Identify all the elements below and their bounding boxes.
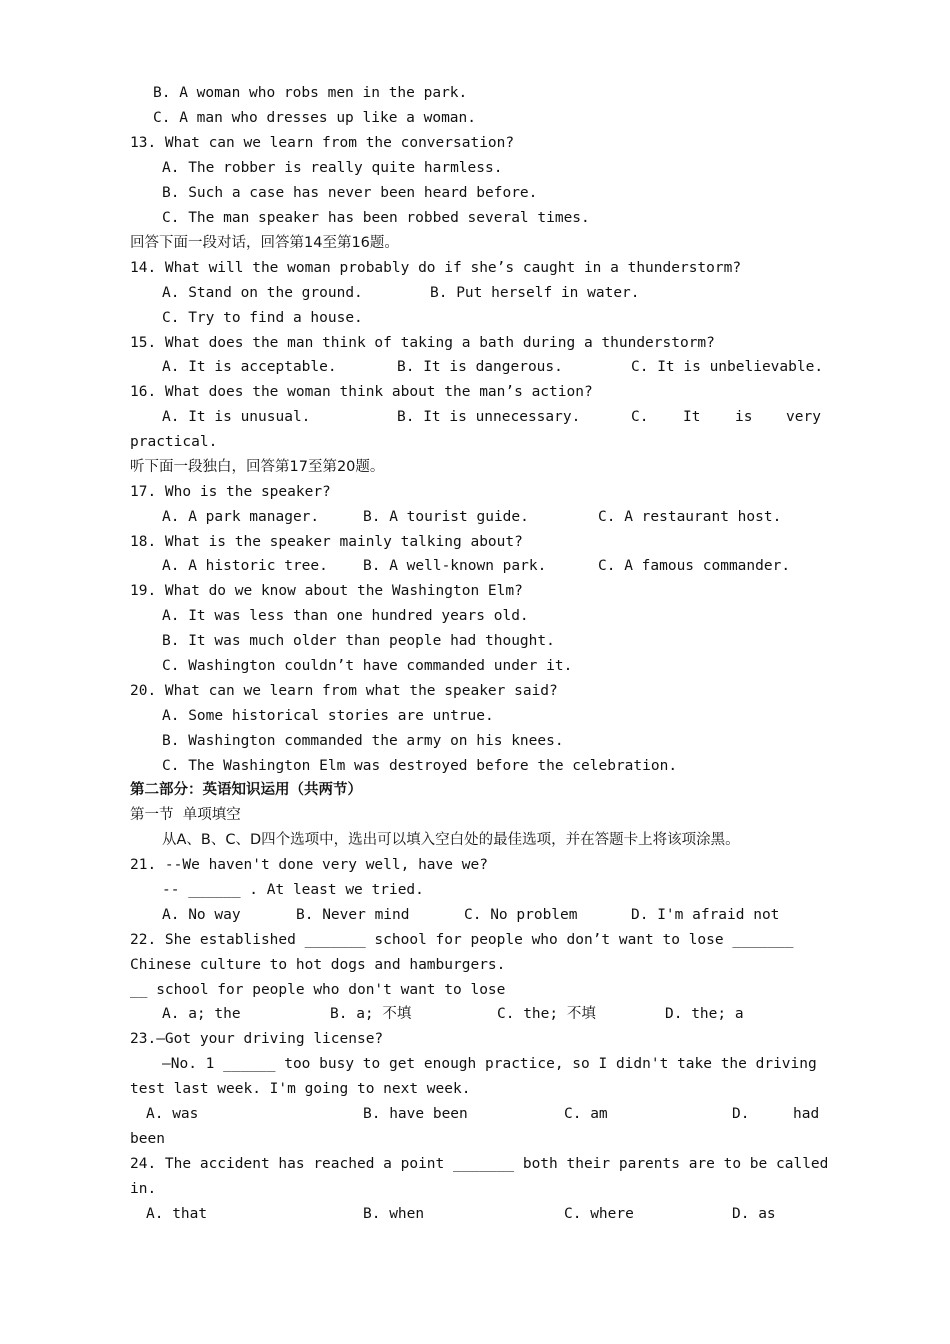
section-one-instructions: 从A、B、C、D四个选项中，选出可以填入空白处的最佳选项，并在答题卡上将该项涂黑。 [162, 832, 740, 848]
q19-option-b: B. It was much older than people had thought. [162, 633, 555, 649]
q23-option-b: B. have been [363, 1106, 468, 1122]
q24-option-c: C. where [564, 1206, 634, 1222]
q17-option-a: A. A park manager. [162, 509, 320, 525]
q21-option-d: D. I'm afraid not [631, 907, 780, 923]
q22-option-d: D. the; a [665, 1006, 744, 1022]
q12-option-c: C. A man who dresses up like a woman. [153, 110, 477, 126]
section-instruction-17-20: 听下面一段独白，回答第17至第20题。 [130, 459, 385, 475]
q23-option-d-word: had [793, 1106, 820, 1122]
q14-option-a: A. Stand on the ground. [162, 285, 363, 301]
q18-option-c: C. A famous commander. [598, 558, 791, 574]
q24-option-d: D. as [732, 1206, 776, 1222]
q14-option-b: B. Put herself in water. [430, 285, 640, 301]
q21-option-a: A. No way [162, 907, 241, 923]
q19-option-a: A. It was less than one hundred years old. [162, 608, 529, 624]
q22-stem: 22. She established _______ school for people who don’t want to lose _______ [130, 932, 794, 948]
q14-stem: 14. What will the woman probably do if she’s caught in a thunderstorm? [130, 260, 742, 276]
q14-option-c: C. Try to find a house. [162, 310, 363, 326]
q15-option-c: C. It is unbelievable. [631, 359, 824, 375]
q17-option-b: B. A tourist guide. [363, 509, 529, 525]
q16-stem: 16. What does the woman think about the man’s action? [130, 384, 593, 400]
q16-option-c-word1: It [683, 409, 701, 425]
q15-option-b: B. It is dangerous. [397, 359, 563, 375]
q19-stem: 19. What do we know about the Washington Elm? [130, 583, 523, 599]
q12-option-b: B. A woman who robs men in the park. [153, 85, 468, 101]
q18-option-b: B. A well-known park. [363, 558, 547, 574]
q23-stem: 23.—Got your driving license? [130, 1031, 384, 1047]
q21-response: -- ______ . At least we tried. [162, 882, 424, 898]
q15-stem: 15. What does the man think of taking a bath during a thunderstorm? [130, 335, 715, 351]
q19-option-c: C. Washington couldn’t have commanded under it. [162, 658, 573, 674]
q17-stem: 17. Who is the speaker? [130, 484, 331, 500]
q20-option-c: C. The Washington Elm was destroyed before the celebration. [162, 758, 678, 774]
q16-option-b: B. It is unnecessary. [397, 409, 581, 425]
q24-option-b: B. when [363, 1206, 425, 1222]
q22-stray-line: __ school for people who don't want to lose [130, 982, 506, 998]
q13-option-b: B. Such a case has never been heard before. [162, 185, 538, 201]
q23-response-continued: test last week. I'm going to next week. [130, 1081, 471, 1097]
q16-option-c-word2: is [735, 409, 753, 425]
q18-option-a: A. A historic tree. [162, 558, 328, 574]
q23-response: —No. 1 ______ too busy to get enough practice, so I didn't take the driving [162, 1056, 817, 1072]
q20-stem: 20. What can we learn from what the speaker said? [130, 683, 558, 699]
q22-option-b: B. a; 不填 [330, 1006, 412, 1022]
q21-option-c: C. No problem [464, 907, 578, 923]
q23-option-d-continued: been [130, 1131, 165, 1147]
q13-option-a: A. The robber is really quite harmless. [162, 160, 503, 176]
q21-option-b: B. Never mind [296, 907, 410, 923]
q17-option-c: C. A restaurant host. [598, 509, 782, 525]
q22-option-a: A. a; the [162, 1006, 241, 1022]
q13-option-c: C. The man speaker has been robbed several times. [162, 210, 590, 226]
q22-stem-continued: Chinese culture to hot dogs and hamburgers. [130, 957, 506, 973]
q16-option-a: A. It is unusual. [162, 409, 311, 425]
q20-option-a: A. Some historical stories are untrue. [162, 708, 494, 724]
q16-option-c-word3: very [786, 409, 821, 425]
q15-option-a: A. It is acceptable. [162, 359, 337, 375]
section-one-heading: 第一节 单项填空 [130, 807, 241, 823]
section-instruction-14-16: 回答下面一段对话，回答第14至第16题。 [130, 235, 399, 251]
q24-stem: 24. The accident has reached a point _______ both their parents are to be called [130, 1156, 829, 1172]
q16-option-c-continued: practical. [130, 434, 218, 450]
q22-option-c: C. the; 不填 [497, 1006, 596, 1022]
q23-option-c: C. am [564, 1106, 608, 1122]
q24-stem-continued: in. [130, 1181, 157, 1197]
q23-option-a: A. was [146, 1106, 199, 1122]
q21-stem: 21. --We haven't done very well, have we? [130, 857, 488, 873]
part-two-heading: 第二部分：英语知识运用（共两节） [130, 782, 362, 798]
q24-option-a: A. that [146, 1206, 208, 1222]
q18-stem: 18. What is the speaker mainly talking about? [130, 534, 523, 550]
q20-option-b: B. Washington commanded the army on his knees. [162, 733, 564, 749]
q13-stem: 13. What can we learn from the conversation? [130, 135, 515, 151]
q16-option-c-label: C. [631, 409, 649, 425]
q23-option-d-label: D. [732, 1106, 750, 1122]
